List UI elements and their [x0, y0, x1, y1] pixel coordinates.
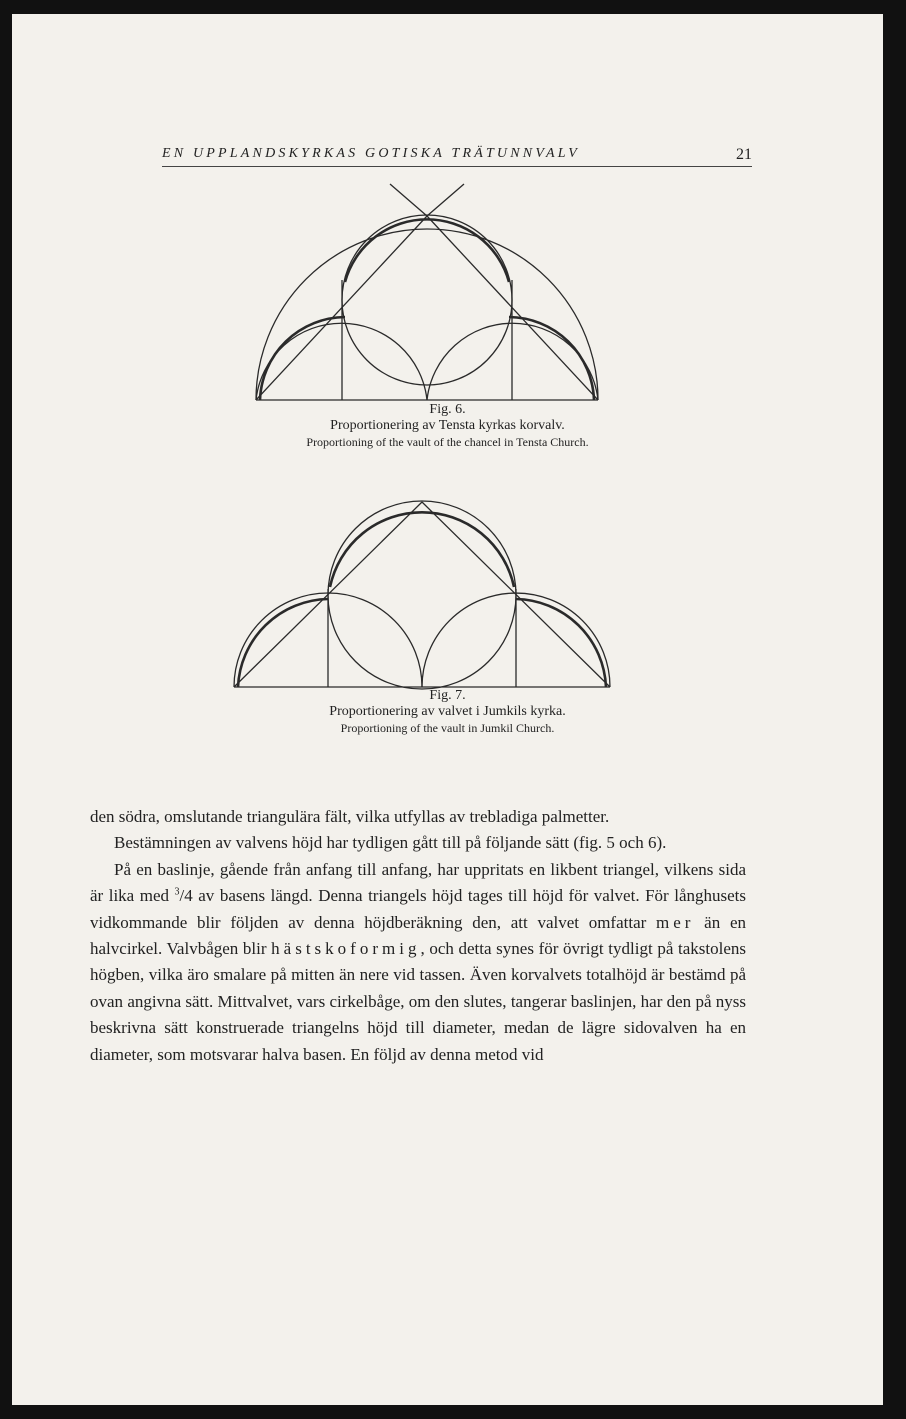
figure-6-caption: [12, 402, 883, 450]
fig6-label: Fig. 6.: [429, 402, 466, 417]
p3-emphasis-hastskoformig: hästskoformig: [271, 939, 421, 959]
fig7-outline-top: [330, 512, 514, 587]
paragraph-2: Bestämningen av valvens höjd har tydligen gått till på följande sätt (fig. 5 och 6).: [114, 833, 667, 853]
fig6-cross-left: [390, 184, 427, 216]
p3-text-d: , och detta synes för övrigt tydligt på takstolens högben, vilka äro smalare på mitten än nere vid tassen. Även korvalvets totalhöjd är bestämd på ovan angivna sätt. Mittvalvet, vars cirkelbåge, om den slutes, tangerar baslinjen, har den på nyss beskrivna sätt konstruerade triangelns höjd till diameter, medan de lägre sidovalven ha en diameter, som motsvarar halva basen. En följd av denna metod vid: [90, 939, 746, 1064]
fig6-outline-right: [509, 317, 594, 400]
fig6-middle-circle: [342, 215, 512, 385]
fig7-outline-left: [238, 599, 328, 687]
fig6-cross-right: [427, 184, 464, 216]
p3-text-c: än en halvcirkel. Valvbågen blir: [90, 912, 746, 959]
fig7-label: Fig. 7.: [429, 688, 466, 703]
figure-7-drawing: [228, 489, 618, 699]
fig7-middle-circle: [328, 501, 516, 689]
fig6-big-arc: [256, 229, 598, 400]
fig7-caption-english: Proportioning of the vault in Jumkil Church.: [340, 721, 555, 735]
body-text: [90, 804, 746, 1068]
paragraph-3: [90, 857, 746, 1068]
fig6-caption-english: Proportioning of the vault of the chancel in Tensta Church.: [306, 435, 589, 449]
figure-6-drawing: [250, 172, 606, 404]
paragraph-1: den södra, omslutande triangulära fält, vilka utfyllas av trebladiga palmetter.: [90, 807, 610, 826]
p3-superscript: 3: [174, 886, 180, 898]
p3-emphasis-mer: mer: [656, 912, 695, 932]
p3-text-a: På en baslinje, gående från anfang till anfang, har uppritats en likbent triangel, vilkens sida är lika med: [90, 859, 746, 906]
page-number: 21: [736, 146, 752, 163]
running-title: EN UPPLANDSKYRKAS GOTISKA TRÄTUNNVALV: [162, 146, 581, 161]
fig6-caption-swedish: Proportionering av Tensta kyrkas korvalv.: [330, 418, 565, 433]
fig6-outline-left: [260, 317, 345, 400]
fig7-outline-right: [516, 599, 606, 687]
page: [12, 14, 883, 1405]
figure-7-caption: [12, 688, 883, 736]
fig7-caption-swedish: Proportionering av valvet i Jumkils kyrka.: [329, 704, 566, 719]
running-head: [162, 144, 752, 167]
p3-text-b: /4 av basens längd. Denna triangels höjd tages till höjd för valvet. För långhusets vidkommande blir följden av denna höjdberäkning den, att valvet omfattar: [90, 886, 746, 932]
